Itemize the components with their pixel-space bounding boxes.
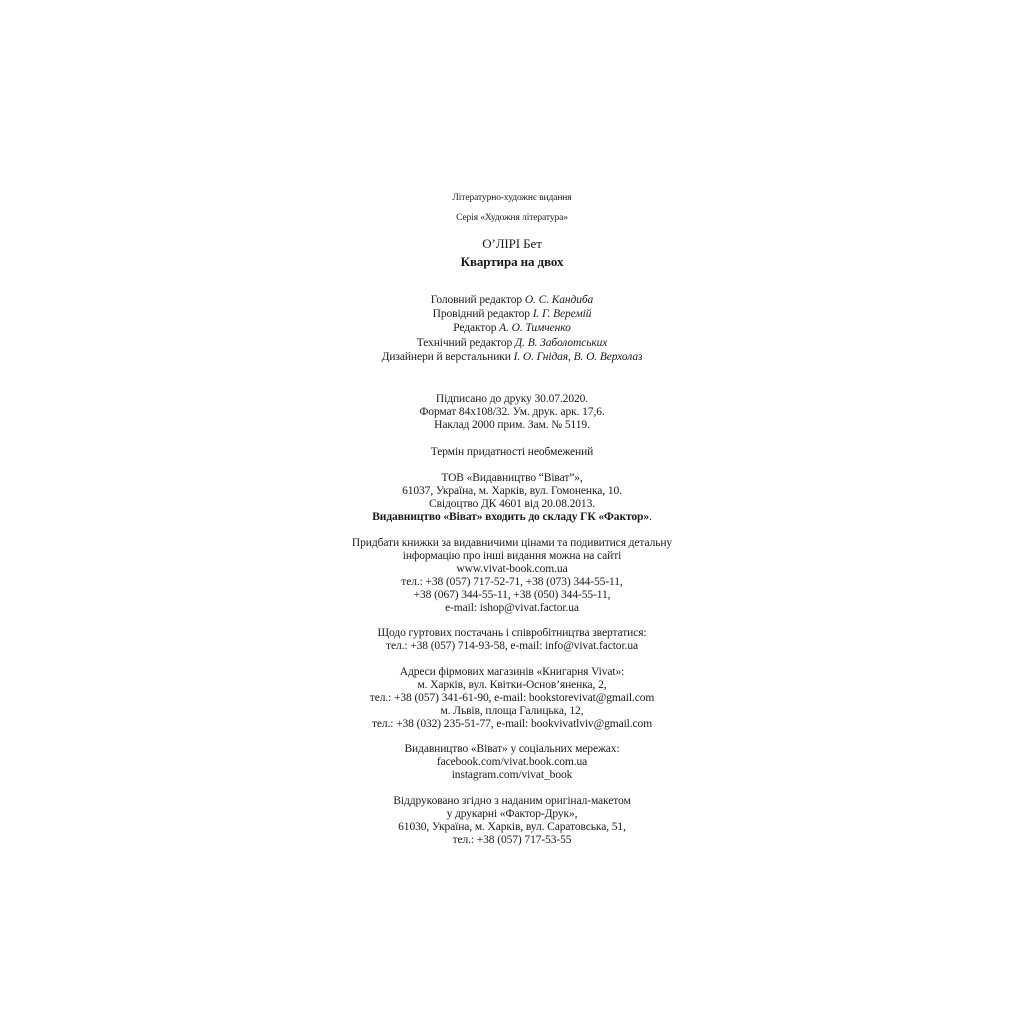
credit-chief-editor [0, 294, 1024, 307]
wholesale-line-2: тел.: +38 (057) 714-93-58, e-mail: info@vivat.factor.ua [386, 640, 638, 652]
purchase-website: www.vivat-book.com.ua [456, 563, 568, 575]
credit-lead-editor [0, 308, 1024, 321]
credit-person: О. С. Кандиба [524, 294, 594, 306]
signed-date: Підписано до друку 30.07.2020. [435, 393, 589, 405]
publisher-group-end: . [648, 511, 652, 523]
printer-phone: тел.: +38 (057) 717-53-55 [452, 834, 572, 846]
credit-person: І. О. Гнідая, В. О. Верхолаз [513, 351, 643, 363]
credit-role: Технічний редактор [416, 337, 513, 349]
publisher-group [0, 511, 1024, 524]
store-lviv-address: м. Львів, площа Галицька, 12, [440, 705, 584, 717]
publisher-address: 61037, Україна, м. Харків, вул. Гомоненка, 10. [402, 485, 622, 497]
publisher-group-text: Видавництво «Віват» входить до складу ГК «Фактор» [372, 511, 649, 523]
publisher-name: ТОВ «Видавництво “Віват”», [441, 472, 583, 484]
credit-tech-editor [0, 337, 1024, 350]
purchase-email: e-mail: ishop@vivat.factor.ua [445, 602, 579, 614]
publisher-certificate: Свідоцтво ДК 4601 від 20.08.2013. [429, 498, 595, 510]
series-line: Серія «Художня література» [456, 213, 568, 223]
store-kharkiv-contact: тел.: +38 (057) 341-61-90, e-mail: bookstorevivat@gmail.com [369, 692, 655, 704]
print-format: Формат 84х108/32. Ум. друк. арк. 17,6. [419, 406, 605, 418]
purchase-line-1: Придбати книжки за видавничими цінами та подивитися детальну [351, 537, 673, 549]
shelf-life: Термін придатності необмежений [430, 446, 594, 458]
social-facebook: facebook.com/vivat.book.com.ua [436, 756, 588, 768]
printer-line-2: у друкарні «Фактор-Друк», [446, 808, 578, 820]
purchase-line-2: інформацію про інші видання можна на сайті [402, 550, 622, 562]
printer-address: 61030, Україна, м. Харків, вул. Саратовська, 51, [398, 821, 626, 833]
store-lviv-contact: тел.: +38 (032) 235-51-77, e-mail: bookvivatlviv@gmail.com [371, 718, 653, 730]
credit-person: А. О. Тимченко [499, 322, 571, 334]
edition-type: Літературно-художнє видання [452, 193, 572, 203]
social-instagram: instagram.com/vivat_book [451, 769, 573, 781]
book-author: О’ЛІРІ Бет [482, 236, 542, 251]
credit-role: Провідний редактор [432, 308, 530, 320]
credit-designers [0, 351, 1024, 364]
wholesale-line-1: Щодо гуртових постачань і співробітництва звертатися: [377, 627, 647, 639]
credit-role: Дизайнери й верстальники [381, 351, 511, 363]
credit-role: Редактор [453, 322, 497, 334]
credit-role: Головний редактор [430, 294, 523, 306]
purchase-phones-1: тел.: +38 (057) 717-52-71, +38 (073) 344-55-11, [401, 576, 623, 588]
stores-heading: Адреси фірмових магазинів «Книгарня Vivat»: [399, 666, 625, 678]
credit-person: Д. В. Заболотських [514, 337, 608, 349]
book-title: Квартира на двох [460, 254, 564, 269]
store-kharkiv-address: м. Харків, вул. Квітки-Основ’яненка, 2, [417, 679, 607, 691]
credit-person: І. Г. Веремій [532, 308, 592, 320]
purchase-phones-2: +38 (067) 344-55-11, +38 (050) 344-55-11, [413, 589, 611, 601]
social-heading: Видавництво «Віват» у соціальних мережах: [404, 743, 620, 755]
credit-editor [0, 322, 1024, 335]
printer-line-1: Віддруковано згідно з наданим оригінал-макетом [393, 795, 631, 807]
print-run: Наклад 2000 прим. Зам. № 5119. [434, 419, 590, 431]
